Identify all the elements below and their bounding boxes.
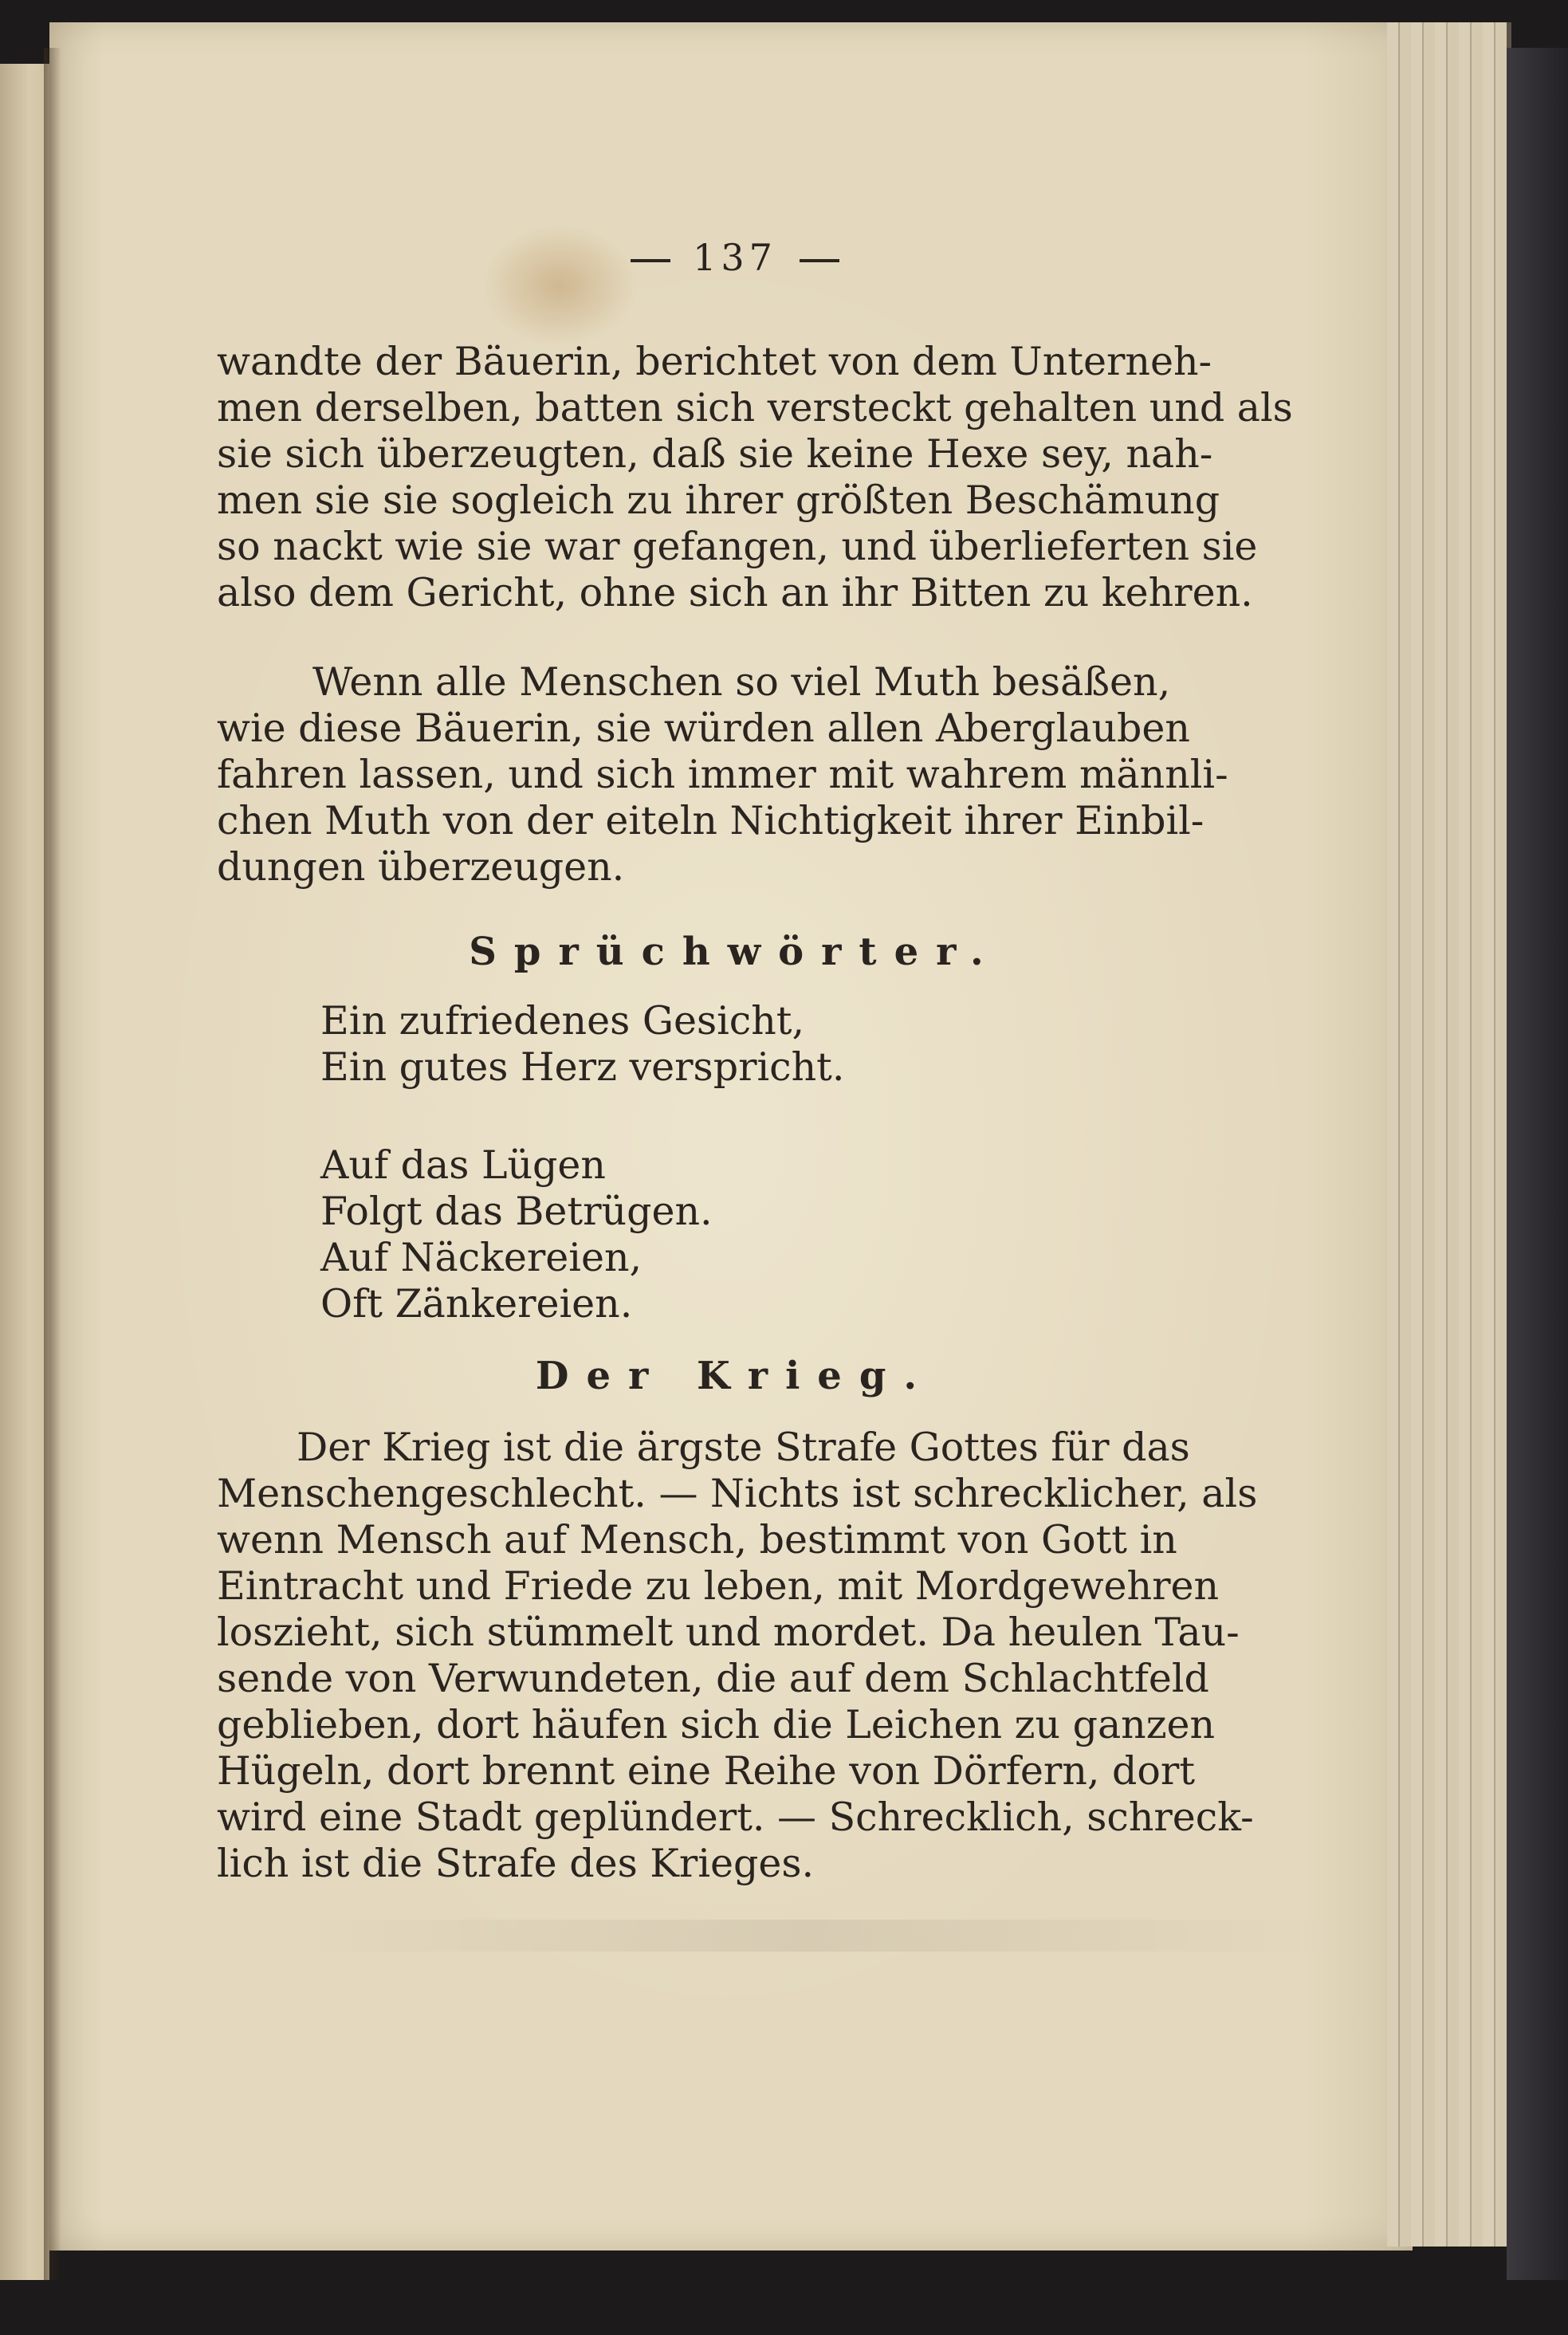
page-number-value: 137 (693, 236, 777, 279)
heading-krieg: Der Krieg. (535, 1354, 935, 1398)
text-line: also dem Gericht, ohne sich an ihr Bitten zu kehren. (217, 570, 1253, 615)
page-edges (1387, 22, 1511, 2247)
text-line: Menschengeschlecht. — Nichts ist schrecklicher, als (217, 1471, 1258, 1516)
page-number (217, 236, 1253, 279)
left-page-edge (0, 64, 49, 2280)
dash-right (800, 259, 839, 262)
text-line: wandte der Bäuerin, berichtet von dem Unterneh- (217, 339, 1212, 384)
text-line: Wenn alle Menschen so viel Muth besäßen, (312, 659, 1171, 705)
text-line: Hügeln, dort brennt eine Reihe von Dörfern, dort (217, 1748, 1196, 1794)
text-line: chen Muth von der eiteln Nichtigkeit ihrer Einbil- (217, 798, 1204, 843)
text-line: Eintracht und Friede zu leben, mit Mordgewehren (217, 1563, 1220, 1609)
text-line: Der Krieg ist die ärgste Strafe Gottes für das (297, 1425, 1190, 1470)
text-line: wird eine Stadt geplündert. — Schrecklich, schreck- (217, 1794, 1254, 1840)
background-bottom (0, 2280, 1568, 2335)
heading-sprichwoerter: Sprüchwörter. (469, 930, 1001, 974)
verse-line: Ein zufriedenes Gesicht, (320, 998, 805, 1044)
show-through-text (289, 1920, 1325, 1952)
dash-left (631, 259, 670, 262)
verse-line: Auf das Lügen (320, 1142, 606, 1188)
text-line: sende von Verwundeten, die auf dem Schlachtfeld (217, 1656, 1209, 1701)
text-line: men sie sie sogleich zu ihrer größten Beschämung (217, 478, 1220, 523)
verse-line: Ein gutes Herz verspricht. (320, 1044, 845, 1090)
text-line: loszieht, sich stümmelt und mordet. Da heulen Tau- (217, 1610, 1240, 1655)
book-cover (1507, 48, 1568, 2335)
text-line: dungen überzeugen. (217, 844, 625, 890)
text-line: lich ist die Strafe des Krieges. (217, 1841, 815, 1886)
text-line: wie diese Bäuerin, sie würden allen Aberglauben (217, 706, 1190, 751)
verse-line: Folgt das Betrügen. (320, 1189, 713, 1234)
text-line: geblieben, dort häufen sich die Leichen zu ganzen (217, 1702, 1216, 1747)
spine-shadow (44, 48, 61, 2296)
text-line: fahren lassen, und sich immer mit wahrem männli- (217, 752, 1228, 797)
verse-line: Auf Näckereien, (320, 1235, 643, 1280)
text-line: sie sich überzeugten, daß sie keine Hexe sey, nah- (217, 431, 1213, 477)
text-line: men derselben, batten sich versteckt gehalten und als (217, 385, 1293, 430)
verse-line: Oft Zänkereien. (320, 1281, 633, 1327)
book-page (49, 22, 1413, 2250)
text-line: so nackt wie sie war gefangen, und überlieferten sie (217, 524, 1258, 569)
text-line: wenn Mensch auf Mensch, bestimmt von Gott in (217, 1517, 1177, 1563)
